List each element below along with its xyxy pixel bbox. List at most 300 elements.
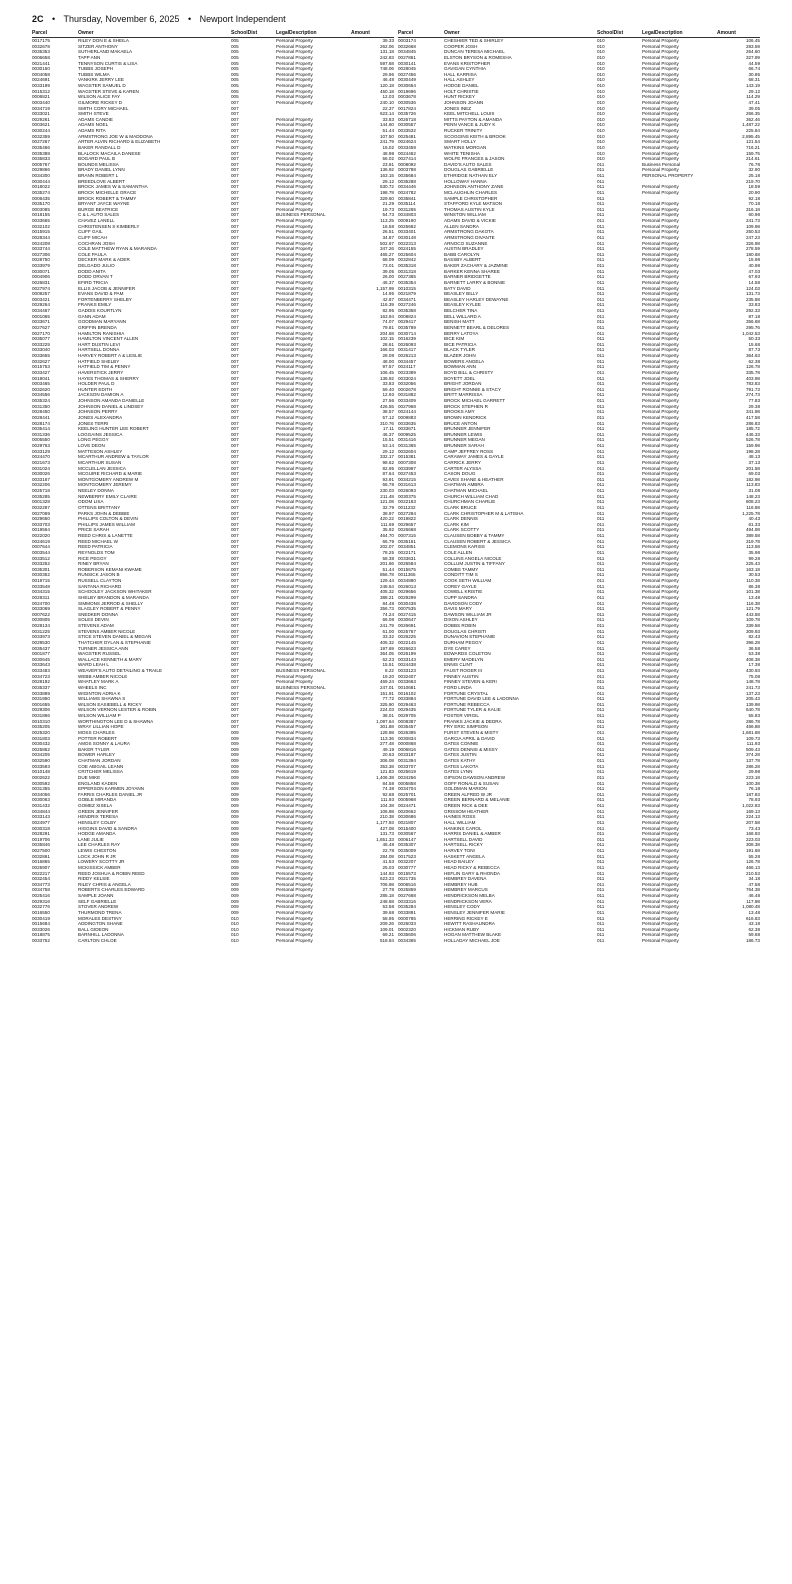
school-dist-cell: 007 — [231, 544, 239, 550]
amount-cell: 426.55 — [379, 403, 394, 409]
legal-description-cell: Personal Property — [276, 893, 313, 898]
school-dist-cell: 011 — [597, 369, 605, 375]
parcel-cell: 0029306 — [32, 707, 50, 713]
legal-description-cell: Personal Property — [276, 921, 313, 927]
parcel-cell: 0033655 — [32, 353, 50, 358]
school-dist-cell: 009 — [231, 825, 239, 831]
legal-description-cell: Personal Property — [642, 679, 679, 685]
owner-cell: BREEDLOVE ALBERT — [78, 178, 125, 184]
owner-cell: EMERY MADELYN — [444, 656, 484, 662]
owner-cell: HALL WILLIAM — [444, 819, 476, 825]
owner-cell: WILSON ALICE FAY — [78, 94, 121, 100]
owner-cell: CHESHIER TED & SHIRLEY — [444, 38, 504, 43]
parcel-cell: 0031365 — [398, 443, 416, 448]
parcel-cell: 0003788 — [398, 167, 416, 173]
legal-description-cell: Personal Property — [276, 167, 313, 173]
amount-cell: 92.18 — [748, 195, 760, 201]
amount-cell: 139.98 — [745, 701, 760, 707]
owner-cell: DAVID'S AUTO SALES — [444, 161, 492, 167]
amount-cell: 210.53 — [745, 870, 760, 876]
amount-cell: 169.13 — [745, 808, 760, 814]
amount-cell: 283.59 — [745, 43, 760, 49]
legal-description-cell: Personal Property — [642, 572, 679, 578]
amount-cell: 26.51 — [382, 229, 394, 235]
school-dist-cell: 007 — [231, 420, 239, 426]
school-dist-cell: 007 — [231, 364, 239, 370]
owner-cell: PHILLIPS JAMES WILLIAM — [78, 521, 135, 527]
amount-cell: 808.23 — [745, 499, 760, 505]
owner-cell: DUNCAN TERESA MICHAEL — [444, 49, 505, 55]
amount-cell: 396.28 — [745, 639, 760, 645]
amount-cell: 113.36 — [380, 735, 394, 741]
owner-cell: WILSON VERNON LESTER & ROBIN — [78, 707, 157, 713]
school-dist-cell: 005 — [231, 38, 239, 43]
owner-cell: GATES CONNIE — [444, 741, 479, 747]
parcel-cell: 0032407 — [398, 673, 416, 679]
legal-description-cell: Personal Property — [276, 606, 313, 612]
owner-cell: ROBERSON KEMANI KWAME — [78, 566, 142, 572]
parcel-cell: 0031950 — [32, 696, 50, 702]
legal-description-cell: Personal Property — [642, 465, 679, 471]
parcel-cell: 0031355 — [32, 786, 50, 792]
owner-cell: MITTS PAYTON & AMANDA — [444, 116, 503, 122]
amount-cell: 374.28 — [745, 752, 760, 758]
owner-cell: COLLINS ANGELA NICOLE — [444, 555, 502, 561]
legal-description-cell: Personal Property — [276, 746, 313, 752]
parcel-cell: 0010148 — [32, 769, 50, 775]
parcel-cell: 0006516 — [398, 881, 416, 887]
owner-cell: ENGLAND KADEN — [78, 780, 118, 786]
amount-cell: 37.13 — [748, 459, 760, 465]
amount-cell: 101.38 — [745, 589, 760, 595]
owner-cell: KEELING HUNTER LEE ROBERT — [78, 426, 149, 432]
school-dist-cell: 007 — [231, 353, 239, 358]
parcel-cell: 0033459 — [398, 144, 416, 150]
legal-description-cell: Personal Property — [276, 319, 313, 325]
parcel-cell: 0033167 — [32, 476, 50, 482]
legal-description-cell: Personal Property — [276, 611, 313, 617]
legal-description-cell: Personal Property — [276, 279, 313, 285]
parcel-cell: 0030567 — [398, 831, 416, 837]
amount-cell: 623.14 — [379, 111, 394, 117]
owner-cell: BRIGHT RONNIE & STACY — [444, 386, 502, 392]
legal-description-cell: Personal Property — [276, 909, 313, 915]
legal-description-cell: Personal Property — [642, 426, 679, 432]
header-separator: • — [52, 14, 56, 24]
legal-description-cell: Personal Property — [642, 926, 679, 932]
amount-cell: 783.83 — [745, 381, 760, 387]
parcel-cell: 0030536 — [398, 99, 416, 105]
amount-cell: 159.98 — [745, 443, 760, 448]
owner-cell: WAGSTER SAMUEL D — [78, 83, 126, 88]
parcel-cell: 0025718 — [32, 488, 50, 493]
legal-description-cell: Personal Property — [276, 814, 313, 820]
legal-description-cell: Personal Property — [642, 651, 679, 657]
legal-description-cell: Personal Property — [276, 38, 313, 43]
amount-cell: 74.38 — [382, 786, 394, 792]
amount-cell: 121.54 — [745, 139, 760, 145]
legal-description-cell: Personal Property — [642, 724, 679, 730]
school-dist-cell: 011 — [597, 932, 605, 938]
parcel-cell: 0034803 — [398, 212, 416, 218]
parcel-cell: 0001328 — [32, 499, 50, 505]
amount-cell: 110.38 — [746, 578, 760, 583]
legal-description-cell: Personal Property — [276, 353, 313, 358]
parcel-cell: 0019041 — [32, 375, 50, 381]
amount-cell: 126.78 — [745, 859, 760, 865]
owner-cell: CUPP SANDRA — [444, 594, 478, 600]
owner-cell: HODGE DANIEL — [444, 83, 479, 88]
table-row — [398, 938, 760, 944]
amount-cell: 46.37 — [382, 431, 394, 437]
legal-description-cell: Personal Property — [642, 729, 679, 735]
owner-cell: BABB CAROLYN — [444, 251, 480, 257]
school-dist-cell: 010 — [597, 111, 605, 117]
legal-description-cell: BUSINESS PERSONAL — [276, 212, 326, 218]
school-dist-cell: 011 — [597, 639, 605, 645]
owner-cell: COREY GAYLE — [444, 583, 477, 589]
owner-cell: NEELEY DONNA — [78, 488, 114, 493]
parcel-cell: 0024462 — [398, 150, 416, 156]
parcel-cell: 0030645 — [32, 656, 50, 662]
parcel-cell: 0021735 — [398, 876, 416, 882]
parcel-cell: 0035337 — [32, 684, 50, 690]
school-dist-cell: 009 — [231, 735, 239, 741]
legal-description-cell: Personal Property — [276, 189, 313, 195]
owner-cell: GOBLE MIRANDA — [78, 797, 117, 803]
amount-cell: 469.24 — [379, 679, 394, 685]
parcel-cell: 0024782 — [398, 189, 416, 195]
parcel-cell: 0024977 — [32, 819, 50, 825]
school-dist-cell: 011 — [597, 291, 605, 297]
owner-cell: JOHNSON ANTHONY ZANE — [444, 184, 504, 190]
school-dist-cell: 011 — [597, 735, 605, 741]
amount-cell: 240.10 — [379, 99, 394, 105]
amount-cell: 292.33 — [745, 308, 760, 313]
school-dist-cell: 011 — [597, 459, 605, 465]
amount-cell: 2,895.45 — [742, 133, 760, 139]
legal-description-cell: Personal Property — [642, 482, 679, 488]
school-dist-cell: 005 — [231, 60, 239, 66]
parcel-cell: 0029657 — [398, 521, 416, 527]
amount-cell: 389.58 — [745, 533, 760, 538]
legal-description-cell: Personal Property — [276, 600, 313, 606]
parcel-cell: 0006147 — [398, 836, 416, 842]
school-dist-cell: 009 — [231, 848, 239, 853]
owner-cell: SIMMONS JERROD & SHELLY — [78, 600, 144, 606]
amount-cell: 126.78 — [745, 364, 760, 370]
owner-cell: GOODMAN MARYANN — [78, 319, 127, 325]
parcel-cell: 0030834 — [398, 735, 416, 741]
owner-cell: CLARK BRUCE — [444, 504, 477, 510]
amount-cell: 68.31 — [748, 77, 760, 83]
listing-columns — [32, 30, 760, 944]
school-dist-cell: 007 — [231, 111, 239, 117]
school-dist-cell: 011 — [597, 921, 605, 927]
legal-description-cell: Personal Property — [642, 713, 679, 718]
legal-description-cell: Personal Property — [276, 173, 313, 178]
amount-cell: 466.13 — [745, 864, 760, 870]
owner-cell: PENN VANCE & JUDY K — [444, 122, 496, 128]
legal-description-cell: Personal Property — [642, 381, 679, 387]
amount-cell: 16.58 — [382, 223, 394, 229]
legal-description-cell: Personal Property — [642, 133, 679, 139]
owner-cell: FINNEY AUSTIN — [444, 673, 479, 679]
parcel-cell: 0033187 — [398, 752, 416, 758]
amount-cell: 93.91 — [382, 476, 394, 482]
school-dist-cell: 007 — [231, 184, 239, 190]
legal-description-cell: Personal Property — [642, 122, 679, 128]
owner-cell: HEMBREY DAVENA — [444, 876, 487, 882]
amount-cell: 1,225.78 — [742, 510, 760, 516]
owner-cell: GARCIA APRIL & DAVID — [444, 735, 495, 741]
amount-cell: 39.05 — [748, 105, 760, 111]
amount-cell: 74.24 — [382, 611, 394, 617]
parcel-cell: 0034467 — [32, 308, 50, 313]
parcel-cell: 0023389 — [398, 369, 416, 375]
amount-cell: 1,157.99 — [376, 285, 394, 291]
amount-cell: 111.69 — [380, 521, 394, 527]
parcel-cell: 0035170 — [32, 201, 50, 207]
newspaper-name: Newport Independent — [199, 14, 286, 24]
school-dist-cell: 009 — [231, 842, 239, 848]
amount-cell: 210.38 — [379, 814, 394, 820]
legal-description-cell: Personal Property — [276, 218, 313, 223]
school-dist-cell: 011 — [597, 465, 605, 471]
amount-cell: 408.38 — [745, 656, 760, 662]
owner-cell: BENNETT BEARL & DELORES — [444, 324, 510, 330]
legal-description-cell: Personal Property — [642, 544, 679, 550]
amount-cell: 104.38 — [379, 803, 394, 808]
parcel-cell: 0035846 — [32, 842, 50, 848]
amount-cell: 116.88 — [746, 504, 760, 510]
owner-cell: BRIGHT JORDAN — [444, 381, 482, 387]
legal-description-cell: Personal Property — [276, 274, 313, 280]
parcel-cell: 0033483 — [32, 668, 50, 673]
amount-cell: 430.93 — [745, 668, 760, 673]
legal-description-cell: Personal Property — [276, 156, 313, 162]
parcel-cell: 0028134 — [32, 623, 50, 628]
school-dist-cell: 011 — [597, 893, 605, 898]
amount-cell: 74.07 — [382, 319, 394, 325]
owner-cell: HAYES THOMAS & SHERRY — [78, 375, 139, 381]
school-dist-cell: 011 — [597, 257, 605, 263]
legal-description-cell: Personal Property — [276, 257, 313, 263]
parcel-cell: 0027974 — [32, 285, 50, 291]
parcel-cell: 0030352 — [32, 572, 50, 578]
legal-description-cell: Personal Property — [276, 381, 313, 387]
amount-cell: 1,406.38 — [376, 774, 394, 780]
school-dist-cell: 011 — [597, 403, 605, 409]
owner-cell: ARMSTRONG JOE W & MADDONA — [78, 133, 153, 139]
amount-cell: 19.20 — [382, 673, 394, 679]
legal-description-cell: Personal Property — [642, 476, 679, 482]
legal-description-cell: Personal Property — [642, 268, 679, 274]
school-dist-cell: 011 — [597, 724, 605, 730]
parcel-cell: 0027069 — [32, 510, 50, 516]
school-dist-cell: 007 — [231, 308, 239, 313]
school-dist-cell: 011 — [597, 482, 605, 488]
school-dist-cell: 010 — [231, 938, 239, 943]
owner-cell: HOLLOWAY HANNA — [444, 178, 487, 184]
legal-description-cell: Personal Property — [642, 150, 679, 156]
owner-cell: LONG PEGGY — [78, 437, 109, 443]
amount-cell: 66.79 — [382, 538, 394, 544]
owner-cell: MCLAUGHLIN CHARLES — [444, 189, 498, 195]
amount-cell: 15.02 — [382, 144, 394, 150]
parcel-cell: 0025320 — [32, 729, 50, 735]
school-dist-cell: 007 — [231, 454, 239, 460]
amount-cell: 128.98 — [379, 729, 394, 735]
legal-description-cell: Personal Property — [642, 690, 679, 696]
parcel-cell: 0033026 — [32, 926, 50, 932]
owner-cell: GAVIGAN CYNTHIA — [444, 66, 487, 72]
amount-cell: 50.33 — [748, 336, 760, 342]
parcel-cell: 0035684 — [398, 173, 416, 178]
school-dist-cell: 011 — [597, 786, 605, 792]
school-dist-cell: 007 — [231, 504, 239, 510]
amount-cell: 77.72 — [382, 696, 394, 702]
legal-description-cell: Personal Property — [276, 139, 313, 145]
amount-cell: 791.73 — [745, 386, 760, 392]
owner-cell: CAMP JEFFREY ROSS — [444, 448, 494, 454]
school-dist-cell: 011 — [597, 606, 605, 612]
amount-cell: 191.68 — [745, 848, 760, 853]
school-dist-cell: 011 — [597, 319, 605, 325]
owner-cell: SUTHERLAND MAKAELA — [78, 49, 133, 55]
owner-cell: POTTER ROBERT — [78, 735, 117, 741]
legal-description-cell: Personal Property — [276, 341, 313, 347]
amount-cell: 53.14 — [382, 443, 394, 448]
parcel-cell: 0033997 — [398, 465, 416, 471]
school-dist-cell: 011 — [597, 229, 605, 235]
legal-description-cell: Personal Property — [276, 628, 313, 634]
school-dist-cell: 011 — [597, 656, 605, 662]
school-dist-cell: 005 — [231, 71, 239, 77]
owner-cell: WILLIAMS SHAWNA S — [78, 696, 126, 702]
owner-cell: GRISSOM HEATHER — [444, 808, 489, 814]
school-dist-cell: 007 — [231, 555, 239, 561]
amount-cell: 209.26 — [379, 921, 394, 927]
owner-cell: COLE MATTHEW RYAN & MARANDA — [78, 246, 157, 252]
owner-cell: HENSLEY JENNIFER MARIE — [444, 909, 505, 915]
amount-cell: 84.48 — [382, 600, 394, 606]
owner-cell: GIPSON DAWSON ANDREW — [444, 774, 506, 780]
legal-description-cell: Personal Property — [276, 330, 313, 336]
amount-cell: 87.18 — [748, 313, 760, 319]
parcel-cell: 0019696 — [398, 88, 416, 94]
legal-description-cell: Personal Property — [642, 549, 679, 555]
legal-description-cell: Personal Property — [642, 364, 679, 370]
school-dist-cell: 011 — [597, 274, 605, 280]
parcel-cell: 0027365 — [398, 274, 416, 280]
owner-cell: CASON DOUG — [444, 471, 476, 477]
amount-cell: 34.18 — [748, 876, 760, 882]
school-dist-cell: 011 — [597, 516, 605, 522]
school-dist-cell: 007 — [231, 161, 239, 167]
owner-cell: BEASLEY BILLY — [444, 291, 479, 297]
legal-description-cell: Personal Property — [276, 493, 313, 499]
amount-cell: 241.79 — [379, 623, 394, 628]
owner-cell: MCCLELLAN JESSICA — [78, 465, 126, 471]
owner-cell: HOGAN MATTHEW BLAKE — [444, 932, 502, 938]
parcel-cell: 0030150 — [32, 66, 50, 72]
legal-description-cell: Personal Property — [276, 94, 313, 100]
amount-cell: 33.83 — [748, 302, 760, 308]
owner-cell: EPPERSON KARMEN JOYANN — [78, 786, 145, 792]
owner-cell: HUNTER EDITH — [78, 386, 113, 392]
parcel-cell: 0035301 — [32, 566, 50, 572]
amount-cell: 66.78 — [382, 482, 394, 488]
amount-cell: 286.83 — [745, 420, 760, 426]
school-dist-cell: 011 — [597, 758, 605, 763]
legal-description-cell: Personal Property — [642, 932, 679, 938]
legal-description-cell: Personal Property — [642, 54, 679, 60]
amount-cell: 19.73 — [382, 206, 394, 212]
school-dist-cell: 011 — [597, 533, 605, 538]
owner-cell: RUCKER TRINITY — [444, 128, 483, 133]
legal-description-cell: Personal Property — [642, 583, 679, 589]
school-dist-cell: 007 — [231, 358, 239, 364]
parcel-cell: 0033225 — [32, 341, 50, 347]
amount-cell: 224.03 — [379, 707, 394, 713]
owner-cell: JOHNSON JOANN — [444, 99, 484, 105]
amount-cell: 274.73 — [745, 392, 760, 398]
school-dist-cell: 011 — [597, 555, 605, 561]
owner-cell: ENNIS CLINT — [444, 662, 473, 668]
school-dist-cell: 011 — [597, 696, 605, 702]
parcel-cell: 0032590 — [32, 758, 50, 763]
parcel-cell: 0024700 — [32, 600, 50, 606]
parcel-cell: 0006821 — [32, 94, 50, 100]
parcel-cell: 0030141 — [398, 60, 416, 66]
amount-cell: 21.29 — [382, 201, 394, 207]
school-dist-cell: 011 — [597, 263, 605, 268]
school-dist-cell: 007 — [231, 268, 239, 274]
parcel-cell: 0024208 — [32, 240, 50, 246]
owner-cell: SCHOOLEY JACKSON WHITAKER — [78, 589, 152, 595]
amount-cell: 109.78 — [745, 617, 760, 623]
parcel-cell: 0015675 — [398, 566, 416, 572]
amount-cell: 364.63 — [745, 353, 760, 358]
amount-cell: 78.25 — [382, 549, 394, 555]
amount-cell: 117.98 — [746, 898, 760, 904]
legal-description-cell: Personal Property — [276, 572, 313, 578]
parcel-cell: 0033884 — [398, 696, 416, 702]
parcel-cell: 0026584 — [398, 561, 416, 567]
legal-description-cell: Personal Property — [276, 662, 313, 668]
school-dist-cell: 011 — [597, 375, 605, 381]
owner-cell: DYE CAREY — [444, 645, 471, 651]
school-dist-cell: 007 — [231, 465, 239, 471]
school-dist-cell: 007 — [231, 392, 239, 398]
amount-cell: 163.94 — [379, 313, 394, 319]
amount-cell: 597.68 — [379, 60, 394, 66]
school-dist-cell: 011 — [597, 831, 605, 837]
legal-description-cell: Personal Property — [276, 516, 313, 522]
owner-cell: FOSTER VIRGIL — [444, 713, 479, 718]
owner-cell: GOLDMAN MARION — [444, 786, 487, 792]
parcel-cell: 0029656 — [398, 589, 416, 595]
parcel-cell: 0000785 — [398, 915, 416, 921]
amount-cell: 353.38 — [379, 763, 394, 769]
school-dist-cell: 010 — [231, 932, 239, 938]
owner-cell: DAWSON WILLIAM JR — [444, 611, 492, 617]
parcel-cell: 0003465 — [32, 381, 50, 387]
school-dist-cell: 007 — [231, 386, 239, 392]
owner-cell: OTTENS BRITTANY — [78, 504, 121, 510]
legal-description-cell: Personal Property — [642, 887, 679, 893]
